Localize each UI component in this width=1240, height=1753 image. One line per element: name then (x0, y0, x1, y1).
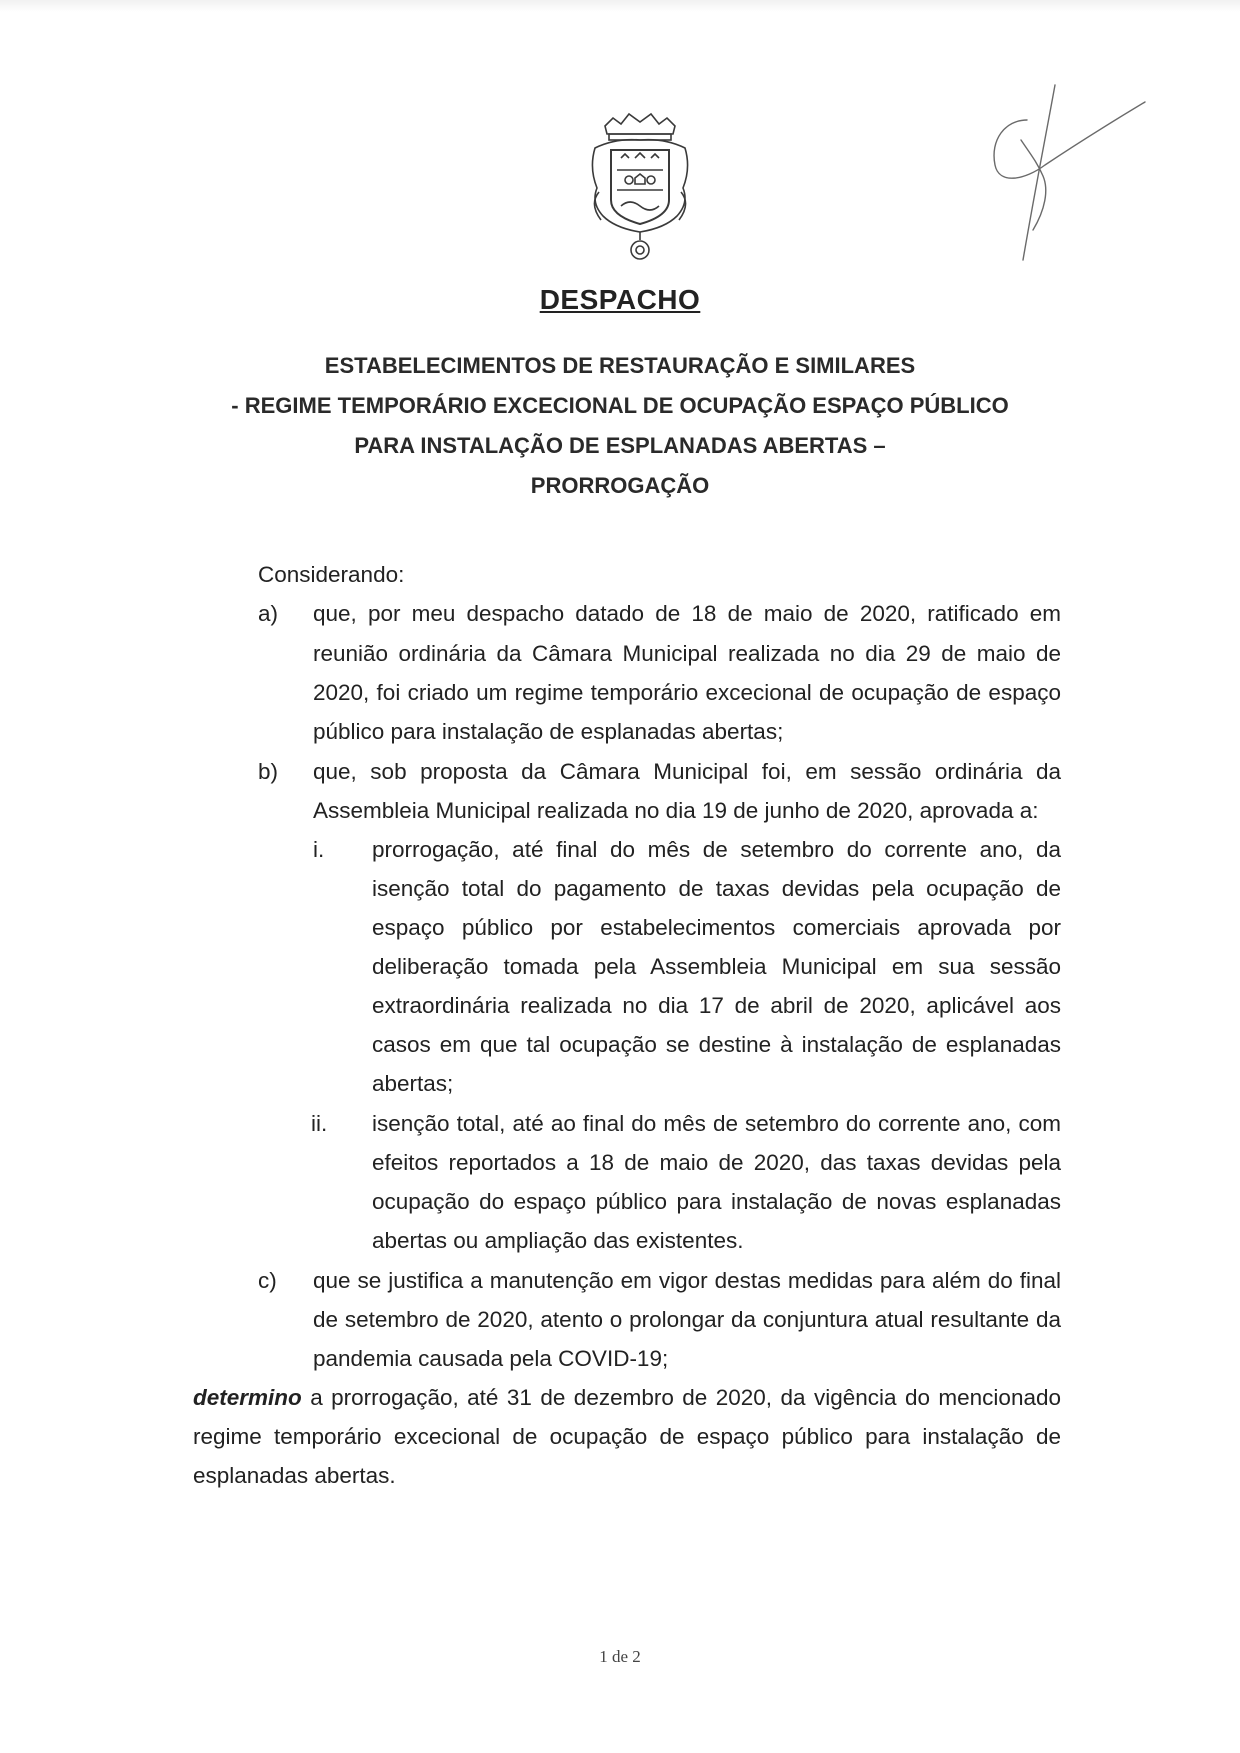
item-c-line: de setembro de 2020, atento o prolongar da conjuntura atual resultante da (313, 1307, 1061, 1332)
determino-emphasis: determino (193, 1385, 302, 1410)
item-c-line: pandemia causada pela COVID-19; (313, 1346, 669, 1371)
item-a-line: 2020, foi criado um regime temporário excecional de ocupação de espaço (313, 680, 1061, 705)
subitem-i-line: abertas; (372, 1071, 454, 1096)
conclusion-line-rest: a prorrogação, até 31 de dezembro de 2020, da vigência do mencionado (301, 1385, 1061, 1410)
item-marker-c: c) (258, 1268, 277, 1293)
subitem-i-line: espaço público por estabelecimentos comerciais aprovada por (372, 915, 1061, 940)
item-a-line: público para instalação de esplanadas abertas; (313, 719, 784, 744)
item-b-line: que, sob proposta da Câmara Municipal foi, em sessão ordinária da (313, 759, 1061, 784)
subitem-i-line: deliberação tomada pela Assembleia Municipal em sua sessão (372, 954, 1061, 979)
item-c-line: que se justifica a manutenção em vigor destas medidas para além do final (313, 1268, 1061, 1293)
item-marker-a: a) (258, 601, 279, 626)
subtitle-line: - REGIME TEMPORÁRIO EXCECIONAL DE OCUPAÇÃO ESPAÇO PÚBLICO (231, 393, 1009, 418)
conclusion-line: regime temporário excecional de ocupação de espaço público para instalação de (193, 1424, 1061, 1449)
item-marker-b: b) (258, 759, 279, 784)
subitem-ii-line: efeitos reportados a 18 de maio de 2020, das taxas devidas pela (372, 1150, 1061, 1175)
conclusion-line: esplanadas abertas. (193, 1463, 396, 1488)
subitem-i-line: casos em que tal ocupação se destine à instalação de esplanadas (372, 1032, 1061, 1057)
subtitle-line: ESTABELECIMENTOS DE RESTAURAÇÃO E SIMILARES (324, 353, 916, 378)
item-a-line: reunião ordinária da Câmara Municipal realizada no dia 29 de maio de (313, 641, 1061, 666)
subtitle-line: PARA INSTALAÇÃO DE ESPLANADAS ABERTAS – (354, 433, 886, 458)
subitem-ii-line: ocupação do espaço público para instalação de novas esplanadas (372, 1189, 1061, 1214)
scan-edge (0, 0, 1240, 12)
item-a-line: que, por meu despacho datado de 18 de maio de 2020, ratificado em (313, 601, 1061, 626)
subtitle-line: PRORROGAÇÃO (530, 473, 710, 498)
intro-text: Considerando: (258, 562, 405, 587)
subitem-ii-line: abertas ou ampliação das existentes. (372, 1228, 744, 1253)
conclusion-line (193, 1383, 1061, 1413)
subitem-marker-ii: ii. (311, 1111, 328, 1136)
page-number: 1 de 2 (599, 1647, 641, 1666)
subitem-ii-line: isenção total, até ao final do mês de setembro do corrente ano, com (372, 1111, 1061, 1136)
municipal-crest-icon (585, 108, 695, 268)
handwritten-signature (985, 80, 1155, 265)
subitem-i-line: extraordinária realizada no dia 17 de abril de 2020, aplicável aos (372, 993, 1061, 1018)
subitem-i-line: prorrogação, até final do mês de setembro do corrente ano, da (372, 837, 1061, 862)
document-title: DESPACHO (539, 284, 701, 315)
item-b-line: Assembleia Municipal realizada no dia 19 de junho de 2020, aprovada a: (313, 798, 1039, 823)
subitem-i-line: isenção total do pagamento de taxas devidas pela ocupação de (372, 876, 1061, 901)
subitem-marker-i: i. (313, 837, 325, 862)
